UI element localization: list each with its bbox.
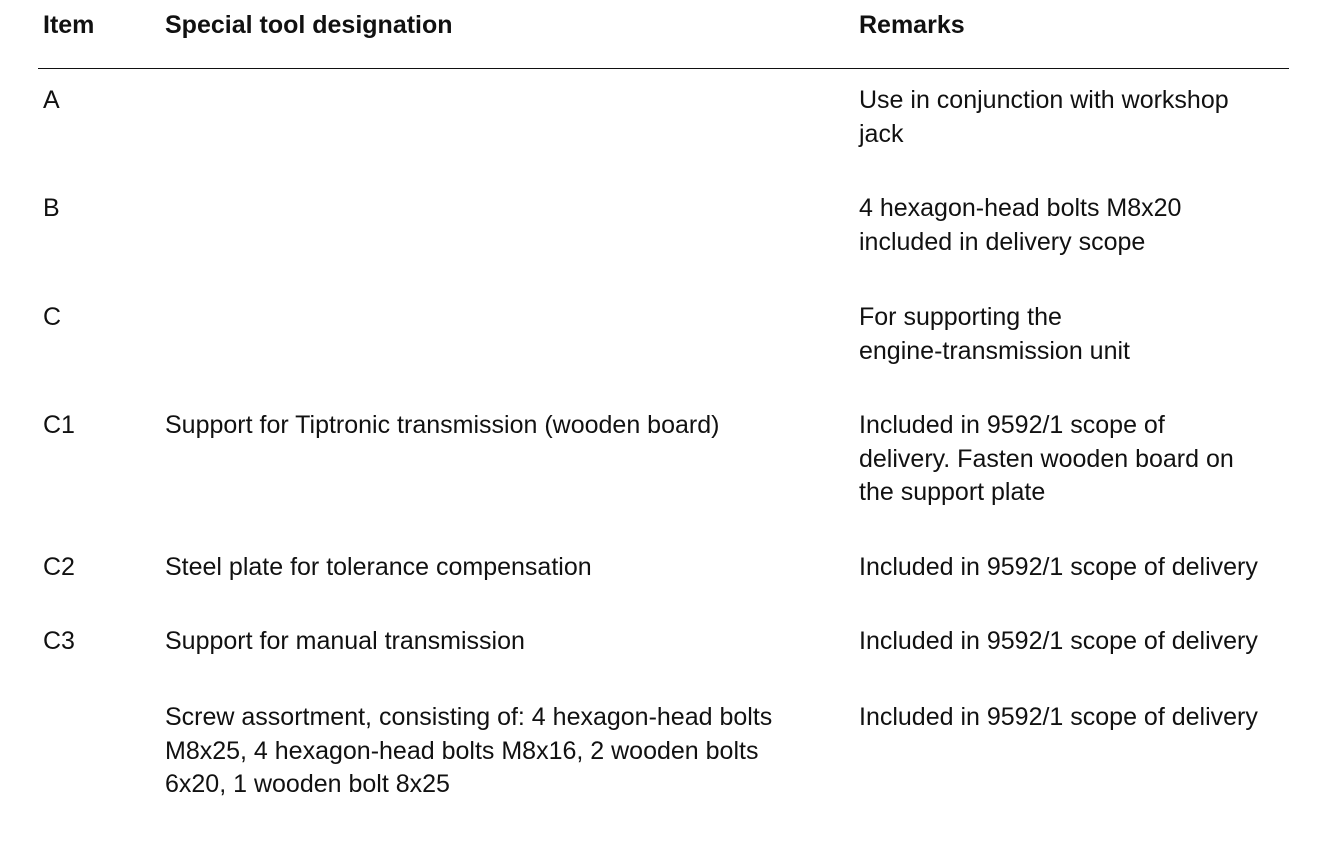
row-remarks xyxy=(859,301,1299,368)
remarks-line: Use in conjunction with workshop xyxy=(859,86,1229,114)
remarks-line: included in delivery scope xyxy=(859,227,1146,256)
row-designation xyxy=(165,701,850,802)
remarks-line: the support plate xyxy=(859,478,1046,506)
designation-line: 6x20, 1 wooden bolt 8x25 xyxy=(165,770,450,798)
row-designation xyxy=(165,409,850,443)
designation-line: Support for manual transmission xyxy=(165,627,525,655)
row-item: C2 xyxy=(43,553,75,581)
header-divider xyxy=(38,68,1289,69)
row-remarks xyxy=(859,84,1299,151)
header-designation: Special tool designation xyxy=(165,11,453,39)
remarks-line: Included in 9592/1 scope of xyxy=(859,411,1165,439)
row-designation xyxy=(165,625,850,659)
row-remarks xyxy=(859,625,1299,659)
row-item: B xyxy=(43,194,60,222)
table-header-row xyxy=(0,8,1344,42)
row-designation xyxy=(165,551,850,585)
remarks-line: engine-transmission unit xyxy=(859,336,1130,365)
remarks-line: 4 hexagon-head bolts M8x20 xyxy=(859,194,1182,222)
remarks-line: For supporting the xyxy=(859,303,1062,331)
designation-line: Screw assortment, consisting of: 4 hexagon-head bolts xyxy=(165,703,773,731)
designation-line: Steel plate for tolerance compensation xyxy=(165,553,592,581)
row-item: C1 xyxy=(43,411,75,439)
remarks-line: delivery. Fasten wooden board on xyxy=(859,444,1234,473)
row-item: A xyxy=(43,86,60,114)
row-item: C3 xyxy=(43,627,75,655)
remarks-line: Included in 9592/1 scope of delivery xyxy=(859,553,1258,581)
remarks-line: jack xyxy=(859,119,904,148)
designation-line: M8x25, 4 hexagon-head bolts M8x16, 2 wooden bolts xyxy=(165,736,759,765)
row-remarks xyxy=(859,701,1299,735)
designation-line: Support for Tiptronic transmission (wooden board) xyxy=(165,411,720,439)
header-item: Item xyxy=(43,11,95,39)
remarks-line: Included in 9592/1 scope of delivery xyxy=(859,627,1258,655)
row-remarks xyxy=(859,192,1299,259)
row-remarks xyxy=(859,409,1299,510)
remarks-line: Included in 9592/1 scope of delivery xyxy=(859,703,1258,731)
row-remarks xyxy=(859,551,1299,585)
header-remarks: Remarks xyxy=(859,11,965,39)
row-item: C xyxy=(43,303,62,331)
